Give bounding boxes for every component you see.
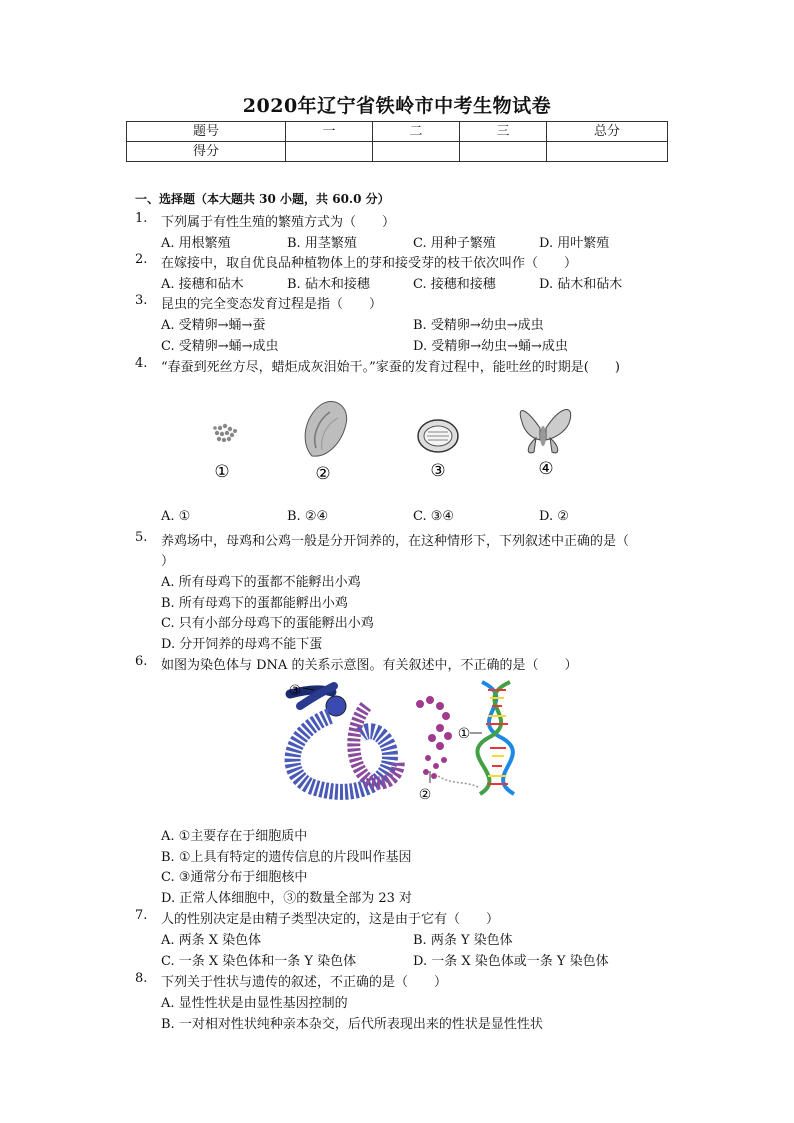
score-row-label: 得分 (127, 142, 286, 162)
question-number: 6. (135, 654, 148, 669)
question-text: 如图为染色体与 DNA 的关系示意图。有关叙述中，不正确的是（ ） (161, 658, 578, 673)
option-d[interactable]: D. ② (539, 509, 569, 524)
figure-label: ④ (538, 459, 554, 479)
eggs-image (213, 424, 237, 442)
score-table-header-row (127, 122, 668, 142)
option-c[interactable]: C. ③通常分布于细胞核中 (161, 870, 308, 885)
question-text: 养鸡场中，母鸡和公鸡一般是分开饲养的，在这种情形下，下列叙述中正确的是（ (161, 534, 630, 549)
question-number: 8. (135, 971, 148, 986)
score-cell[interactable] (547, 142, 668, 162)
option-b[interactable]: B. 砧木和接穗 (287, 277, 370, 292)
option-b[interactable]: B. 一对相对性状纯种亲本杂交，后代所表现出来的性状是显性性状 (161, 1017, 543, 1032)
question-text: 下列关于性状与遗传的叙述，不正确的是（ ） (161, 975, 448, 990)
score-header-cell: 总分 (547, 122, 668, 142)
option-c[interactable]: C. 接穗和接穗 (413, 277, 496, 292)
option-b[interactable]: B. ②④ (287, 509, 329, 524)
chromosome-dna-diagram (270, 676, 540, 806)
score-header-cell: 一 (286, 122, 373, 142)
option-b[interactable]: B. 所有母鸡下的蛋都能孵出小鸡 (161, 596, 348, 611)
option-c[interactable]: C. 只有小部分母鸡下的蛋能孵出小鸡 (161, 616, 374, 631)
score-header-cell: 题号 (127, 122, 286, 142)
score-table-score-row (127, 142, 668, 162)
option-b[interactable]: B. 受精卵→幼虫→成虫 (413, 318, 544, 333)
option-a[interactable]: A. ①主要存在于细胞质中 (161, 829, 308, 844)
option-d[interactable]: D. 正常人体细胞中，③的数量全部为 23 对 (161, 891, 413, 906)
question-number: 5. (135, 530, 148, 545)
question-text: 人的性别决定是由精子类型决定的，这是由于它有（ ） (161, 912, 500, 927)
option-b[interactable]: B. 用茎繁殖 (287, 236, 357, 251)
option-a[interactable]: A. 所有母鸡下的蛋都不能孵出小鸡 (161, 575, 361, 590)
score-table (126, 121, 668, 162)
question-number: 7. (135, 908, 148, 923)
exam-title: 2020年辽宁省铁岭市中考生物试卷 (242, 95, 552, 117)
option-a[interactable]: A. 两条 X 染色体 (161, 933, 262, 948)
figure-label: ③ (430, 461, 446, 481)
option-b[interactable]: B. ①上具有特定的遗传信息的片段叫作基因 (161, 850, 412, 865)
figure-label: ① (214, 462, 230, 482)
question-text: 昆虫的完全变态发育过程是指（ ） (161, 297, 383, 312)
question-number: 2. (135, 252, 148, 267)
score-header-cell: 二 (373, 122, 460, 142)
question-number: 3. (135, 293, 148, 308)
option-a[interactable]: A. 用根繁殖 (161, 236, 231, 251)
nucleosome-beads-image (416, 696, 452, 779)
option-c[interactable]: C. 用种子繁殖 (413, 236, 496, 251)
option-d[interactable]: D. 用叶繁殖 (539, 236, 610, 251)
option-a[interactable]: A. 显性性状是由显性基因控制的 (161, 996, 348, 1011)
larva-image (305, 401, 347, 456)
question-text-continued: ） (161, 554, 175, 569)
question-text: 在嫁接中，取自优良品种植物体上的芽和接受芽的枝干依次叫作（ ） (161, 256, 578, 271)
diagram-label: ① (457, 726, 471, 742)
option-d[interactable]: D. 受精卵→幼虫→蛹→成虫 (413, 339, 568, 354)
option-c[interactable]: C. ③④ (413, 509, 455, 524)
figure-label: ② (315, 464, 331, 484)
silkworm-stages-figure (200, 398, 600, 488)
option-d[interactable]: D. 砧木和砧木 (539, 277, 623, 292)
option-c[interactable]: C. 一条 X 染色体和一条 Y 染色体 (161, 954, 357, 969)
score-cell[interactable] (460, 142, 547, 162)
option-a[interactable]: A. ① (161, 509, 191, 524)
diagram-label: ③ (288, 683, 302, 699)
chromatin-coil-image (293, 706, 399, 792)
question-text: “春蚕到死丝方尽，蜡炬成灰泪始干。”家蚕的发育过程中，能吐丝的时期是( ) (161, 360, 620, 375)
diagram-label: ② (418, 787, 432, 803)
question-number: 4. (135, 356, 148, 371)
question-text: 下列属于有性生殖的繁殖方式为（ ） (161, 215, 396, 230)
score-header-cell: 三 (460, 122, 547, 142)
option-c[interactable]: C. 受精卵→蛹→成虫 (161, 339, 279, 354)
question-number: 1. (135, 211, 148, 226)
pupa-cocoon-image (418, 420, 458, 452)
option-d[interactable]: D. 分开饲养的母鸡不能下蛋 (161, 637, 323, 652)
option-a[interactable]: A. 受精卵→蛹→蚕 (161, 318, 266, 333)
score-cell[interactable] (373, 142, 460, 162)
option-b[interactable]: B. 两条 Y 染色体 (413, 933, 513, 948)
section-heading: 一、选择题（本大题共 30 小题，共 60.0 分） (135, 192, 390, 206)
option-a[interactable]: A. 接穗和砧木 (161, 277, 244, 292)
moth-image (520, 410, 570, 453)
score-cell[interactable] (286, 142, 373, 162)
option-d[interactable]: D. 一条 X 染色体或一条 Y 染色体 (413, 954, 609, 969)
